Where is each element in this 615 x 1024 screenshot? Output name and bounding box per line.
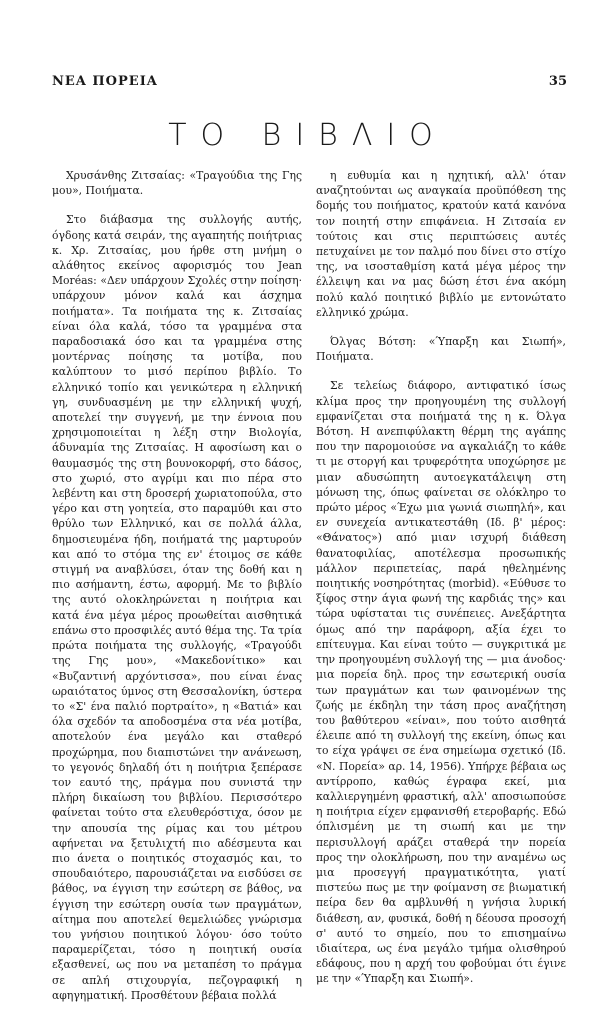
book-entry-heading: Όλγας Βότση: «Ύπαρξη και Σιωπή», Ποιήματα. [316,335,566,364]
section-title: ΤΟ ΒΙΒΛΙΟ [168,118,447,153]
review-paragraph: Στο διάβασμα της συλλογής αυτής, όγδοης κατά σειράν, της αγαπητής ποιήτριας κ. Χρ. Ζιτσαίας, μου ήρθε στη μνήμη ο αλάθητος εκείνος αφορισμός του Jean Moréas: «Δεν υπάρχουν Σχολές στην ποίηση· υπάρχουν μόνον καλά και άσχημα ποιήματα». Τα ποιήματα της κ. Ζιτσαίας είναι όλα καλά, τόσο τα γραμμένα στα παραδοσιακά όσο και τα γραμμένα στης μοντέρνας ποίησης τα μοτίβα, που καλύπτουν το μισό περίπου βιβλίο. Το ελληνικό τοπίο και γενικώτερα η ελληνική γη, συνδυασμένη με την ελληνική ψυχή, αποτελεί την συγγενή, με την έννοια που χρησιμοποιείται η λέξη στην Βιολογία, άδυναμία της Ζιτσαίας. Η αφοσίωση και ο θαυμασμός της στη βουνοκορφή, στο δάσος, στο χωριό, στο αγρίμι και πιο πέρα στο λεβέντη και στη δροσερή χωριατοπούλα, στο γέρο και στη γοητεία, στο παραμύθι και στο θρύλο των Ελληνικό, και σε πολλά άλλα, δημοσιευμένα ήδη, ποιήματά της μαρτυρούν και από το στόμα της εν' έτοιμος σε κάθε στιγμή να αναβλύσει, όταν της δοθή και η πιο ασήμαντη, έστω, αφορμή. Με το βιβλίο της αυτό ολοκληρώνεται η ποιήτρια και κατά ένα μέγα μέρος προωθείται αισθητικά επάνω στο προσφιλές αυτό θέμα της. Τα τρία πρώτα ποιήματα της συλλογής, «Τραγούδι της Γης μου», «Μακεδονίτικο» και «Βυζαντινή αρχόντισσα», που είναι ένας ωραιότατος ύμνος στη Θεσσαλονίκη, ύστερα το «Σ' ένα παλιό πορτραίτο», η «Βατιά» και όλα σχεδόν τα αποδοσμένα στα νέα μοτίβα, αποτελούν ένα μεγάλο και σταθερό προχώρημα, που διαπιστώνει την ανάνεωση, το γεγονός δηλαδή ότι η ποιήτρια ξεπέρασε τον εαυτό της, πράγμα που συνιστά την πλήρη δικαίωση του βιβλίου. Περισσότερο φαίνεται τούτο στα ελευθερόστιχα, όσον με την απουσία της ρίμας και του μέτρου αφήνεται να ξετυλιχτή πιο αδέσμευτα και πιο άνετα ο ποιητικός στοχασμός και, το σπουδαιότερο, παρουσιάζεται να εισδύσει σε βάθος, να έγγιση την εσώτερη σε βάθος, να έγγιση την εσώτερη ουσία των πραγμάτων, αίτημα που αποτελεί θεμελιώδες γνώρισμα του γνήσιου ποιητικού λόγου· όσο τούτο παραμερίζεται, τόσο η ποιητική ουσία εξασθενεί, ως που να μεταπέση το πράγμα σε απλή στιχουργία, πεζογραφική η αφηγηματική. Προσθέτουν βέβαια πολλά [52,213,302,1002]
running-header [52,74,567,94]
running-title: ΝΕΑ ΠΟΡΕΙΑ [52,74,158,89]
review-paragraph: Σε τελείως διάφορο, αντιφατικό ίσως κλίμα προς την προηγουμένη της συλλογή εμφανίζεται στα ποιήματά της η κ. Όλγα Βότση. Η ανεπιφύλακτη θέρμη της αγάπης που την παρομοιούσε να αγκαλιάζη το κάθε τι με στοργή και τρυφερότητα υποχώρησε με μιαν αδυσώπητη αυτοεγκατάλειψη στη μόνωση της, όπως φαίνεται σε ολόκληρο το πρώτο μέρος «Έχω μια γωνιά σιωπηλή», και εν συνεχεία αντικατεστάθη (Ιδ. β' μέρος: «Θάνατος») από μιαν ισχυρή διάθεση θανατοφιλίας, αποτέλεσμα προσωπικής μάλλον περιπετείας, παρά ηθελημένης ποιητικής νοσηρότητας (morbid). «Εύθυσε το ξίφος στην άγια φωνή της καρδιάς της» και τώρα υφίσταται τις συνέπειες. Ανεξάρτητα όμως από την παράφορη, αξία έχει το επίτευγμα. Και είναι τούτο — συγκριτικά με την προηγουμένη συλλογή της — μια άνοδος· μια πορεία δηλ. προς την εσωτερική ουσία των πραγμάτων και των φαινομένων της ζωής με έκδηλη την τάση προς αναζήτηση του βαθύτερου «είναι», που τούτο αισθητά έλειπε από τη συλλογή της εκείνη, όπως και το είχα γράψει σε ένα σημείωμα σχετικό (Ιδ. «Ν. Πορεία» αρ. 14, 1956). Υπήρχε βέβαια ως αντίρροπο, καθώς έγραφα εκεί, μια καλλιεργημένη φραστική, αλλ' αποσιωπούσε η ποιήτρια είχεν εμφανισθή ετεροβαρής. Εδώ όπλισμένη με τη σιωπή και με την περισυλλογή αράζει σταθερά την πορεία προς την ολοκλήρωση, που την αναμένω ως μια προσεγγή πραγματικότητα, γιατί πιστεύω πως με την φοίμανση σε βιωματική πείρα δεν θα αμβλυνθή η γνήσια λυρική διάθεση, αν, φυσικά, δοθή η δέουσα προσοχή σ' αυτό το σημείο, που το επισημαίνω ιδιαίτερα, ως ένα μεγάλο τμήμα ολισθηρού εδάφους, που η αρχή του φοβούμαι ότι έγινε με την «Ύπαρξη και Σιωπή». [316,379,566,986]
left-column [52,168,302,1003]
page-number: 35 [548,74,567,89]
right-column [316,168,566,987]
book-entry-heading: Χρυσάνθης Ζιτσαίας: «Τραγούδια της Γης μου», Ποιήματα. [52,169,302,198]
review-paragraph-continued: η ευθυμία και η ηχητική, αλλ' όταν αναζητούνται ως αναγκαία προϋπόθεση της δομής του ποιήματος, κρατούν κατά κανόνα τον ποιητή στην επιφάνεια. Η Ζιτσαία εν τούτοις και στις περιπτώσεις αυτές πετυχαίνει με τον παλμό που δίνει στο στίχο της, να ισοσταθμίση κατά μέγα μέρος την έλλειψη και να μας δώση έτσι ένα ακόμη πολύ καλό ποιητικό βιβλίο με εντονώτατο ελληνικό χρώμα. [316,169,566,319]
